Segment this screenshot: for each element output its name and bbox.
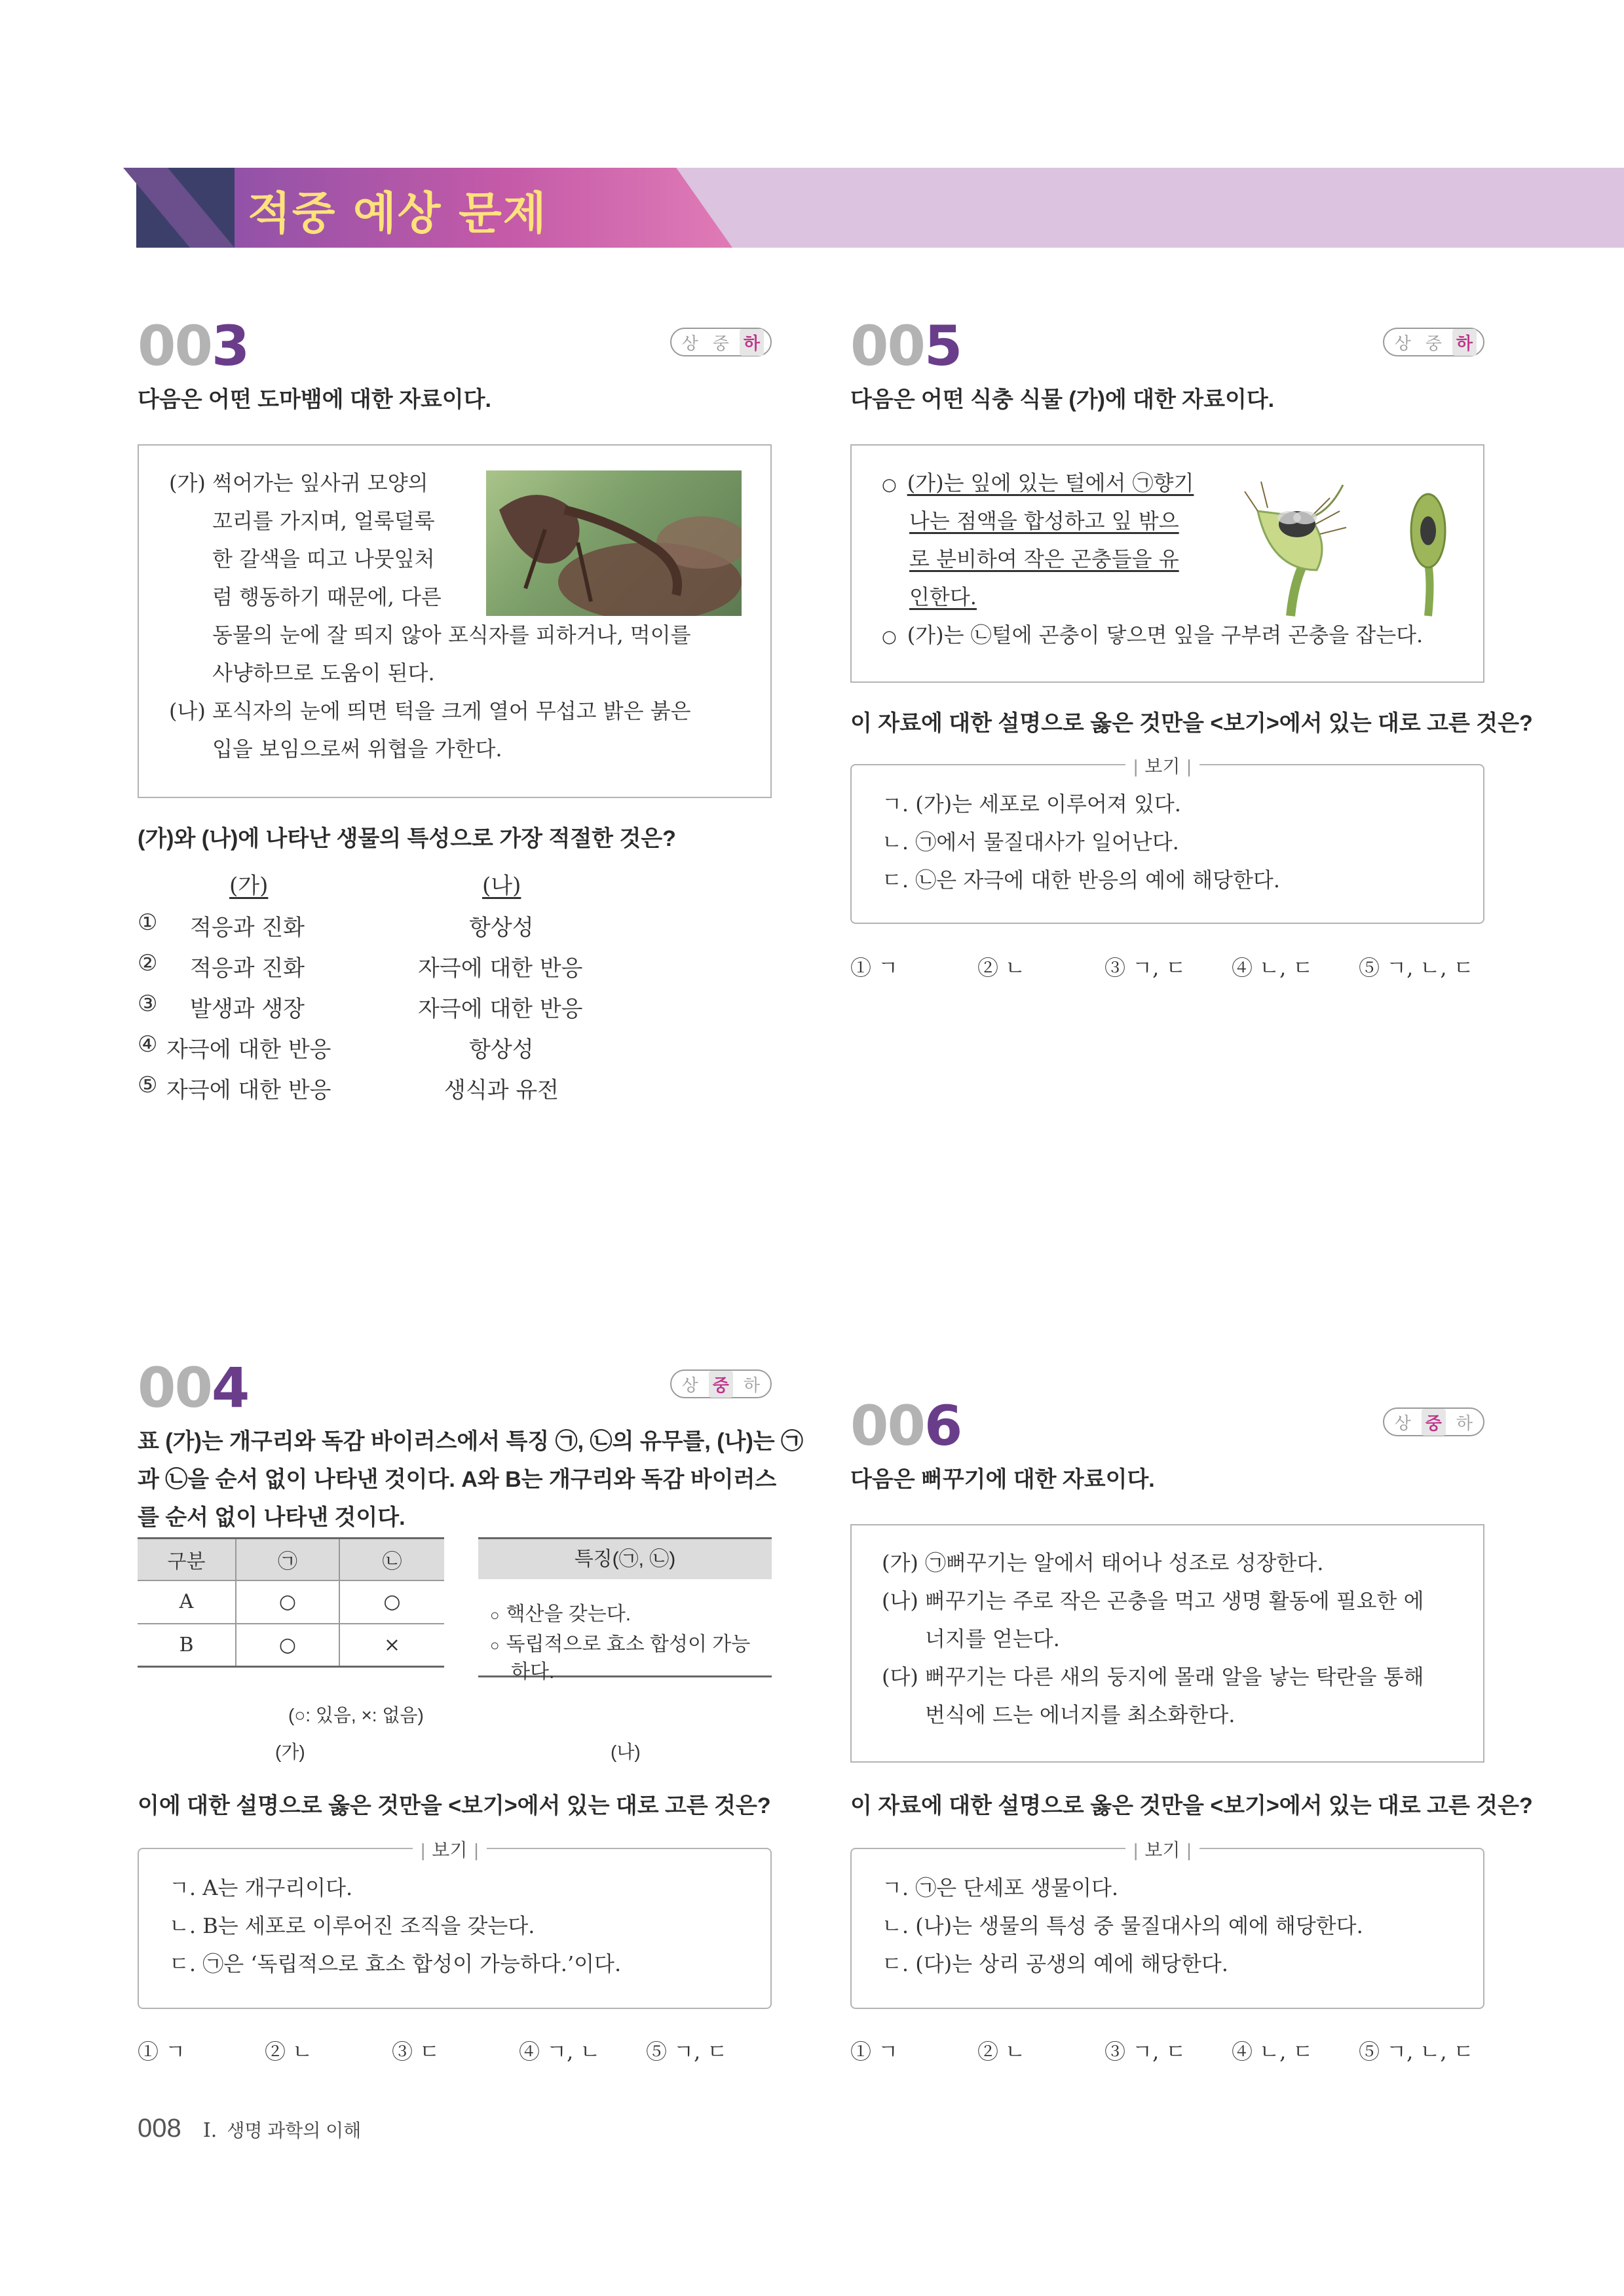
- box-line: 나는 점액을 합성하고 잎 밖으: [909, 508, 1179, 533]
- question-006: [850, 1394, 1533, 2067]
- question-number: 003: [138, 314, 249, 378]
- option-5[interactable]: ⑤ 자극에 대한 반응 생식과 유전: [138, 1072, 559, 1103]
- option-3[interactable]: ③ 발생과 생장 자극에 대한 반응: [138, 991, 583, 1022]
- table-na: [478, 1579, 772, 1683]
- box-line: 사냥하므로 도움이 된다.: [212, 660, 435, 685]
- box-line: (가) 썩어가는 잎사귀 모양의: [169, 470, 428, 495]
- feature-item: ○ 독립적으로 효소 합성이 가능: [490, 1634, 751, 1655]
- option-1[interactable]: ① 적응과 진화 항상성: [138, 909, 534, 941]
- box-line: 동물의 눈에 잘 띄지 않아 포식자를 피하거나, 먹이를: [212, 622, 691, 647]
- table-caption-na: (나): [611, 1742, 641, 1762]
- difficulty-badge: 상 중 하: [670, 1369, 772, 1398]
- choice-4[interactable]: ④ ㄴ, ㄷ: [1232, 2039, 1313, 2064]
- bogi-box: [138, 1848, 772, 2009]
- feature-item: ○ 핵산을 갖는다.: [490, 1603, 632, 1625]
- difficulty-badge: 상 중 하: [1383, 1407, 1484, 1436]
- question-003: [138, 314, 772, 1124]
- question-stem: 과 ㉡을 순서 없이 나타낸 것이다. A와 B는 개구리와 독감 바이러스: [138, 1467, 777, 1492]
- choice-4[interactable]: ④ ㄴ, ㄷ: [1232, 955, 1313, 980]
- bogi-item: ㄴ. ㉠에서 물질대사가 일어난다.: [882, 830, 1179, 854]
- section-banner: [136, 168, 1624, 248]
- question-prompt: 이 자료에 대한 설명으로 옳은 것만을 <보기>에서 있는 대로 고른 것은?: [850, 1793, 1533, 1818]
- choice-1[interactable]: ① ㄱ: [138, 2039, 186, 2064]
- question-number: 006: [850, 1394, 962, 1458]
- box-line: (다) 뻐꾸기는 다른 새의 둥지에 몰래 알을 낳는 탁란을 통해: [882, 1664, 1424, 1689]
- question-stem: 다음은 어떤 도마뱀에 대한 자료이다.: [138, 387, 491, 412]
- table-header: 특징(㉠, ㉡): [478, 1537, 772, 1579]
- box-line: ○ (가)는 잎에 있는 털에서 ㉠향기: [882, 470, 1194, 495]
- bullet-icon: ○: [882, 627, 897, 647]
- choice-3[interactable]: ③ ㄱ, ㄷ: [1105, 2039, 1186, 2064]
- question-prompt: 이 자료에 대한 설명으로 옳은 것만을 <보기>에서 있는 대로 고른 것은?: [850, 711, 1533, 736]
- banner-title: 적중 예상 문제: [248, 188, 548, 240]
- table-header: ㉡: [339, 1539, 444, 1580]
- bogi-box: [850, 764, 1484, 924]
- data-box: [850, 444, 1484, 683]
- option-2[interactable]: ② 적응과 진화 자극에 대한 반응: [138, 950, 583, 982]
- data-box: [850, 1524, 1484, 1763]
- choice-3[interactable]: ③ ㄷ: [392, 2039, 440, 2064]
- bogi-label: | 보기 |: [1125, 1836, 1199, 1862]
- question-stem: 를 순서 없이 나타낸 것이다.: [138, 1505, 406, 1530]
- choice-3[interactable]: ③ ㄱ, ㄷ: [1105, 955, 1186, 980]
- choice-5[interactable]: ⑤ ㄱ, ㄴ, ㄷ: [1359, 2039, 1474, 2064]
- difficulty-badge: 상 중 하: [670, 328, 772, 356]
- page-number: 008: [138, 2114, 181, 2143]
- question-prompt: (가)와 (나)에 나타난 생물의 특성으로 가장 적절한 것은?: [138, 826, 676, 851]
- box-line: 한 갈색을 띠고 나뭇잎처: [212, 546, 435, 571]
- column-head-ga: (가): [229, 873, 269, 899]
- table-caption-ga: (가): [275, 1742, 305, 1762]
- choice-2[interactable]: ② ㄴ: [265, 2039, 313, 2064]
- box-line: 로 분비하여 작은 곤충들을 유: [909, 546, 1179, 571]
- box-line: ○ (가)는 ㉡털에 곤충이 닿으면 잎을 구부려 곤충을 잡는다.: [882, 622, 1424, 647]
- choice-1[interactable]: ① ㄱ: [850, 955, 899, 980]
- bogi-label: | 보기 |: [1125, 752, 1199, 778]
- question-005: [850, 314, 1533, 1013]
- box-line: 꼬리를 가지며, 얼룩덜룩: [212, 508, 435, 533]
- question-prompt: 이에 대한 설명으로 옳은 것만을 <보기>에서 있는 대로 고른 것은?: [138, 1793, 771, 1818]
- question-stem: 표 (가)는 개구리와 독감 바이러스에서 특징 ㉠, ㉡의 유무를, (나)는 ㉠: [138, 1429, 804, 1454]
- bogi-box: [850, 1848, 1484, 2009]
- data-box: [138, 444, 772, 798]
- table-note: (○: 있음, ×: 없음): [288, 1705, 424, 1725]
- question-stem: 다음은 뻐꾸기에 대한 자료이다.: [850, 1467, 1155, 1492]
- bogi-label: | 보기 |: [413, 1836, 487, 1862]
- question-004: [138, 1356, 804, 2068]
- bogi-item: ㄱ. (가)는 세포로 이루어져 있다.: [882, 792, 1181, 816]
- choice-5[interactable]: ⑤ ㄱ, ㄴ, ㄷ: [1359, 955, 1474, 980]
- table-header: 구분: [138, 1539, 236, 1580]
- bogi-item: ㄴ. (나)는 생물의 특성 중 물질대사의 예에 해당한다.: [882, 1913, 1363, 1938]
- chapter-title: 생명 과학의 이해: [227, 2120, 362, 2141]
- choice-2[interactable]: ② ㄴ: [977, 955, 1026, 980]
- table-header: ㉠: [236, 1539, 339, 1580]
- question-stem: 다음은 어떤 식충 식물 (가)에 대한 자료이다.: [850, 387, 1275, 412]
- page-footer: [138, 2114, 361, 2143]
- difficulty-badge: 상 중 하: [1383, 328, 1484, 356]
- table-row: B ○ ×: [138, 1624, 444, 1667]
- bogi-item: ㄴ. B는 세포로 이루어진 조직을 갖는다.: [169, 1913, 535, 1938]
- bogi-item: ㄷ. ㉡은 자극에 대한 반응의 예에 해당한다.: [882, 868, 1280, 892]
- bogi-item: ㄷ. ㉠은 ‘독립적으로 효소 합성이 가능하다.’이다.: [169, 1951, 622, 1976]
- question-number: 004: [138, 1356, 249, 1420]
- question-number: 005: [850, 314, 962, 378]
- choice-4[interactable]: ④ ㄱ, ㄴ: [519, 2039, 601, 2064]
- bogi-item: ㄱ. ㉠은 단세포 생물이다.: [882, 1875, 1119, 1900]
- answer-choices: [138, 2035, 772, 2065]
- box-line: 입을 보임으로써 위협을 가한다.: [212, 737, 502, 761]
- choice-2[interactable]: ② ㄴ: [977, 2039, 1026, 2064]
- choice-1[interactable]: ① ㄱ: [850, 2039, 899, 2064]
- column-head-na: (나): [482, 873, 521, 899]
- box-line: 인한다.: [909, 584, 977, 609]
- box-line: 럼 행동하기 때문에, 다른: [212, 584, 442, 609]
- choice-5[interactable]: ⑤ ㄱ, ㄷ: [646, 2039, 728, 2064]
- answer-choices: [850, 2035, 1484, 2065]
- feature-item-cont: 하다.: [511, 1661, 555, 1683]
- table-row: A ○ ○: [138, 1580, 444, 1624]
- bogi-item: ㄷ. (다)는 상리 공생의 예에 해당한다.: [882, 1951, 1228, 1976]
- venus-flytrap-image: [1232, 472, 1467, 616]
- bullet-icon: ○: [882, 475, 897, 495]
- option-4[interactable]: ④ 자극에 대한 반응 항상성: [138, 1031, 534, 1063]
- box-line: 너지를 얻는다.: [925, 1626, 1060, 1651]
- answer-choices: [850, 951, 1484, 982]
- box-line: (나) 뻐꾸기는 주로 작은 곤충을 먹고 생명 활동에 필요한 에: [882, 1588, 1424, 1613]
- box-line: (나) 포식자의 눈에 띄면 턱을 크게 열어 무섭고 밝은 붉은: [169, 698, 691, 723]
- box-line: 번식에 드는 에너지를 최소화한다.: [925, 1702, 1236, 1727]
- leaf-tailed-gecko-image: [486, 470, 742, 616]
- table-ga: [138, 1537, 444, 1668]
- bogi-item: ㄱ. A는 개구리이다.: [169, 1875, 353, 1900]
- box-line: (가) ㉠뻐꾸기는 알에서 태어나 성조로 성장한다.: [882, 1550, 1324, 1575]
- chapter-number: I.: [202, 2119, 217, 2142]
